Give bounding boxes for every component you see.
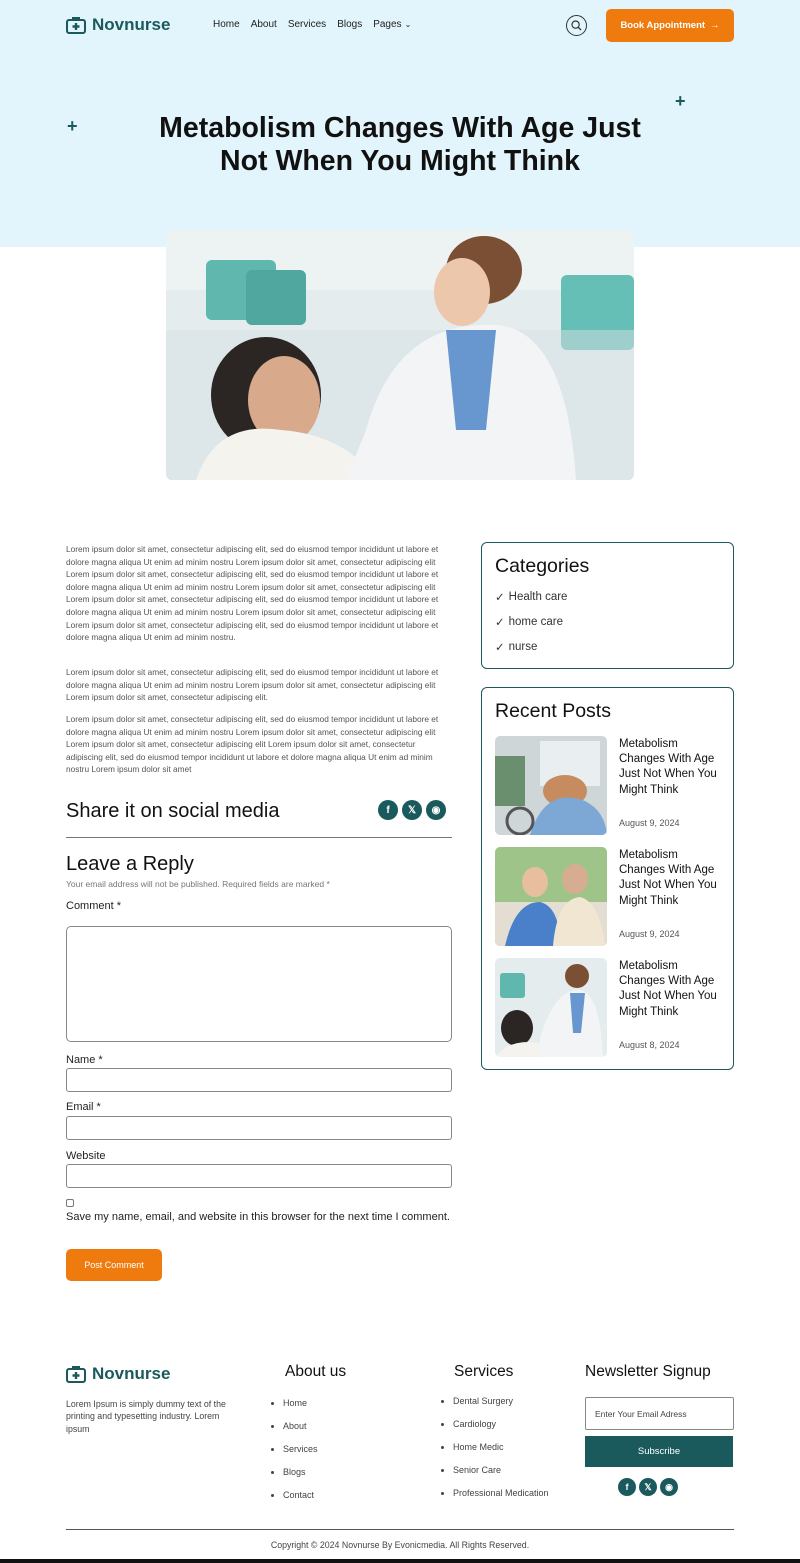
email-label: Email * [66, 1101, 101, 1113]
nav-blogs[interactable]: Blogs [337, 19, 363, 30]
footer-link-home[interactable]: • Home [283, 1398, 318, 1421]
post-title-link[interactable]: Metabolism Changes With Age Just Not When You Might Think [619, 738, 717, 796]
arrow-right-icon: → [710, 20, 720, 31]
footer-divider [66, 1529, 734, 1530]
post-thumbnail[interactable] [495, 847, 607, 946]
facebook-icon[interactable]: f [618, 1478, 636, 1496]
chevron-down-icon: ⌄ [404, 20, 412, 29]
page-title-line-2: Not When You Might Think [220, 145, 580, 177]
reply-note: Your email address will not be published. Required fields are marked * [66, 879, 330, 889]
category-label: home care [508, 616, 563, 628]
footer-service-link[interactable]: • Professional Medication [453, 1488, 549, 1511]
footer-services-links [443, 1396, 549, 1511]
reply-title: Leave a Reply [66, 853, 194, 875]
category-item[interactable] [495, 590, 567, 604]
nav-pages-label: Pages [373, 19, 402, 30]
email-field[interactable] [66, 1116, 452, 1140]
save-info-label: Save my name, email, and website in this browser for the next time I comment. [66, 1211, 450, 1223]
nav-home[interactable]: Home [213, 19, 240, 30]
newsletter-title: Newsletter Signup [585, 1363, 711, 1380]
article-paragraph: Lorem ipsum dolor sit amet, consectetur adipiscing elit, sed do eiusmod tempor incididunt ut labore et dolore magna aliqua Ut enim ad minim nostru Lorem ipsum dolor sit amet, consectetur adipiscing elit Lorem ipsum dolor sit amet, consectetur adipiscing elit, sed do eiusmod tempor incididunt ut labore et dolore magna aliqua Ut enim ad minim nostru Lorem ipsum dolor sit amet, consectetur adipiscing elit Lorem ipsum dolor sit amet, consectetur adipiscing elit, sed do eiusmod tempor incididunt ut labore et dolore magna aliqua Ut enim ad minim nostru Lorem ipsum dolor sit amet, consectetur adipiscing elit Lorem ipsum dolor sit amet, consectetur adipiscing elit, sed do eiusmod tempor incididunt ut labore et dolore magna aliqua Ut enim ad minim nostru. [66, 544, 439, 643]
footer-link-contact[interactable]: • Contact [283, 1490, 318, 1513]
post-comment-button[interactable]: Post Comment [66, 1249, 162, 1281]
save-info-checkbox[interactable] [66, 1199, 74, 1207]
check-icon: ✓ [495, 592, 505, 604]
footer-description: Lorem Ipsum is simply dummy text of the printing and typesetting industry. Lorem ipsum [66, 1399, 226, 1434]
category-item[interactable] [495, 615, 563, 629]
subscribe-button[interactable]: Subscribe [585, 1436, 733, 1467]
website-label: Website [66, 1150, 106, 1162]
footer-link-about[interactable]: • About [283, 1421, 318, 1444]
post-title-link[interactable]: Metabolism Changes With Age Just Not When You Might Think [619, 849, 717, 907]
featured-image [166, 230, 634, 480]
nav-about[interactable]: About [250, 19, 277, 30]
footer-about-title: About us [285, 1363, 347, 1380]
website-field[interactable] [66, 1164, 452, 1188]
brand-name: Novnurse [92, 15, 171, 34]
copyright-text: Copyright © 2024 Novnurse By Evonicmedia. All Rights Reserved. [270, 1540, 530, 1550]
facebook-icon[interactable]: f [378, 800, 398, 820]
name-label: Name * [66, 1054, 103, 1066]
article-paragraph: Lorem ipsum dolor sit amet, consectetur adipiscing elit, sed do eiusmod tempor incididunt ut labore et dolore magna aliqua Ut enim ad minim nostru Lorem ipsum dolor sit amet, consectetur adipiscing elit Lorem ipsum dolor sit amet, consectetur adipiscing elit. [66, 667, 439, 703]
post-date: August 9, 2024 [619, 929, 680, 939]
comment-field[interactable] [66, 926, 452, 1042]
bottom-bar [0, 1559, 800, 1563]
footer-service-link[interactable]: • Dental Surgery [453, 1396, 549, 1419]
article-paragraph: Lorem ipsum dolor sit amet, consectetur adipiscing elit, sed do eiusmod tempor incididunt ut labore et dolore magna aliqua Ut enim ad minim nostru Lorem ipsum dolor sit amet, consectetur adipiscing elit Lorem ipsum dolor sit amet, consectetur adipiscing elit Lorem ipsum dolor sit amet, consectetur adipiscing elit, sed do eiusmod tempor incididunt ut labore et dolore magna aliqua Ut enim ad minim nostru Lorem ipsum dolor sit amet [66, 714, 439, 775]
instagram-icon[interactable]: ◉ [426, 800, 446, 820]
plus-decoration: + [67, 116, 78, 136]
search-button[interactable] [566, 15, 587, 36]
plus-decoration: + [675, 91, 686, 111]
footer-service-link[interactable]: • Home Medic [453, 1442, 549, 1465]
category-label: Health care [508, 591, 568, 603]
share-title: Share it on social media [66, 800, 280, 822]
book-appointment-label: Book Appointment [620, 20, 706, 31]
check-icon: ✓ [495, 642, 505, 654]
name-field[interactable] [66, 1068, 452, 1092]
medical-kit-icon [66, 1365, 86, 1383]
category-label: nurse [508, 641, 538, 653]
divider [66, 837, 452, 838]
footer-service-link[interactable]: • Senior Care [453, 1465, 549, 1488]
comment-label: Comment * [66, 900, 122, 912]
x-icon[interactable]: 𝕏 [639, 1478, 657, 1496]
footer-brand-logo[interactable] [66, 1364, 170, 1384]
footer-link-services[interactable]: • Services [283, 1444, 318, 1467]
check-icon: ✓ [495, 617, 505, 629]
post-thumbnail[interactable] [495, 736, 607, 835]
categories-title: Categories [495, 555, 590, 577]
search-icon [571, 20, 582, 31]
footer-services-title: Services [454, 1363, 514, 1380]
category-item[interactable] [495, 640, 537, 654]
post-thumbnail[interactable] [495, 958, 607, 1057]
footer-link-blogs[interactable]: • Blogs [283, 1467, 318, 1490]
page-title-line-1: Metabolism Changes With Age Just [159, 112, 641, 144]
newsletter-email-input[interactable]: Enter Your Email Adress [585, 1397, 734, 1430]
nav-services[interactable]: Services [287, 19, 327, 30]
instagram-icon[interactable]: ◉ [660, 1478, 678, 1496]
recent-posts-title: Recent Posts [495, 700, 611, 722]
page-title [120, 112, 680, 178]
recent-posts-widget [481, 687, 734, 1070]
nav-pages[interactable] [373, 19, 411, 30]
categories-widget [481, 542, 734, 669]
footer-about-links [273, 1398, 318, 1513]
footer-brand-name: Novnurse [92, 1364, 171, 1383]
main-nav [213, 19, 411, 30]
footer-social-links [618, 1478, 678, 1496]
x-icon[interactable]: 𝕏 [402, 800, 422, 820]
medical-kit-icon [66, 16, 86, 34]
share-social-links [378, 800, 446, 820]
footer-service-link[interactable]: • Cardiology [453, 1419, 549, 1442]
post-date: August 9, 2024 [619, 818, 680, 828]
brand-logo[interactable] [66, 15, 170, 35]
book-appointment-button[interactable] [606, 9, 734, 42]
post-date: August 8, 2024 [619, 1040, 680, 1050]
post-title-link[interactable]: Metabolism Changes With Age Just Not When You Might Think [619, 960, 717, 1018]
